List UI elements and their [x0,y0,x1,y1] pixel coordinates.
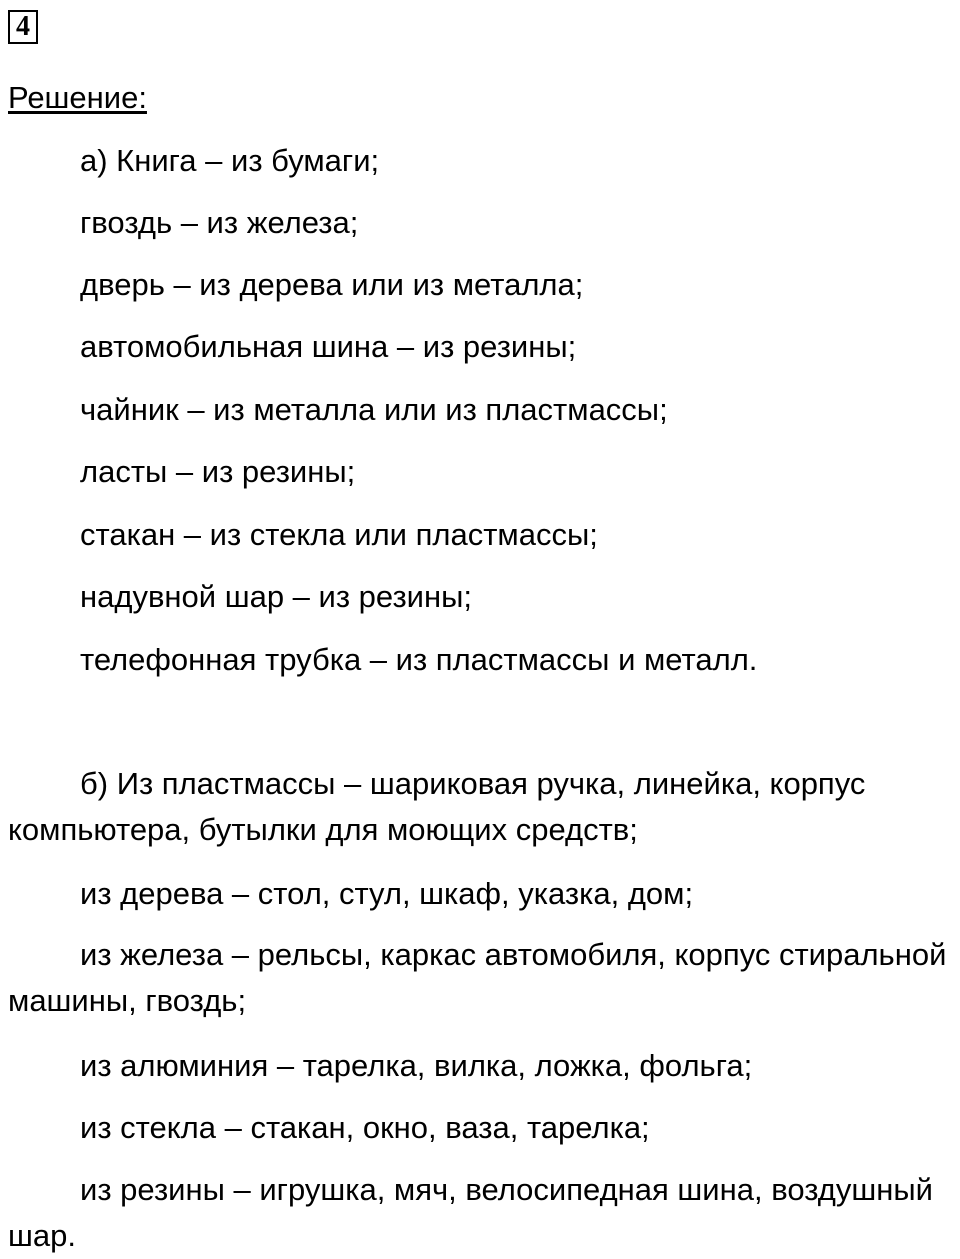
part-b-paragraph: из резины – игрушка, мяч, велосипедная шина, воздушный шар. [8,1172,933,1253]
solution-heading: Решение: [8,80,147,115]
task-number: 4 [16,11,30,42]
part-a-line: стакан – из стекла или пластмассы; [80,517,598,552]
part-b-paragraph: из стекла – стакан, окно, ваза, тарелка; [80,1110,650,1145]
part-a-line: гвоздь – из железа; [80,205,359,240]
part-a-line: автомобильная шина – из резины; [80,329,577,364]
part-b-paragraph: б) Из пластмассы – шариковая ручка, линейка, корпус компьютера, бутылки для моющих средств; [8,766,866,847]
task-number-badge [8,10,38,44]
part-b-paragraph: из железа – рельсы, каркас автомобиля, корпус стиральной машины, гвоздь; [8,937,947,1018]
part-b-paragraph: из алюминия – тарелка, вилка, ложка, фольга; [80,1048,753,1083]
part-a-line: надувной шар – из резины; [80,579,473,614]
part-a-line: телефонная трубка – из пластмассы и металл. [80,642,758,677]
part-a-line: чайник – из металла или из пластмассы; [80,392,668,427]
part-a-line: дверь – из дерева или из металла; [80,267,584,302]
part-a-line: а) Книга – из бумаги; [80,143,380,178]
part-b-paragraph: из дерева – стол, стул, шкаф, указка, дом; [80,876,694,911]
part-a-line: ласты – из резины; [80,454,356,489]
